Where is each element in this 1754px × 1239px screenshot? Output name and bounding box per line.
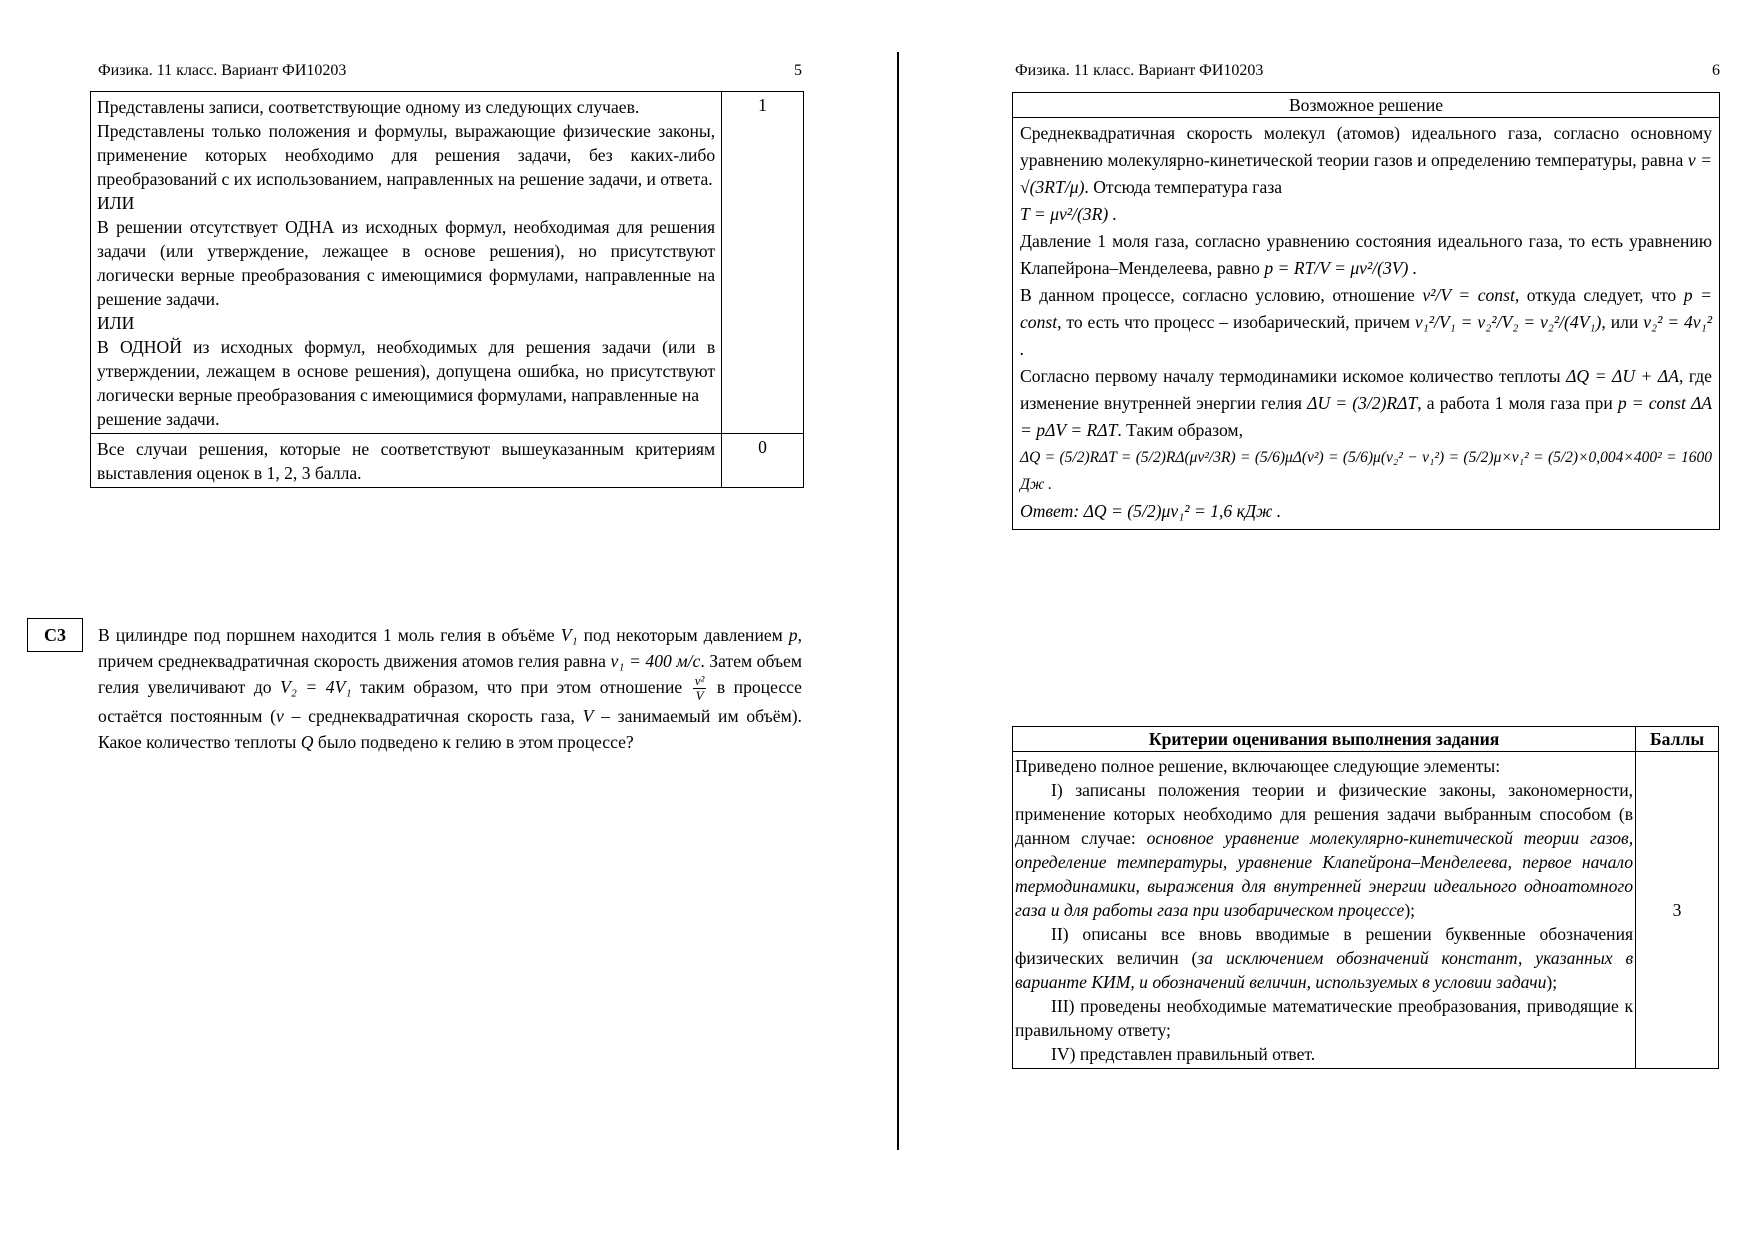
formula: v²/V = const (1422, 285, 1515, 305)
criteria-paragraph: Все случаи решения, которые не соответствуют вышеуказанным критериям выставления оценок в 1, 2, 3 балла. (97, 439, 716, 483)
symbol: p (788, 625, 798, 645)
problem-fragment: – среднеквадратичная скорость газа, (291, 706, 575, 727)
solution-paragraph (1020, 363, 1712, 444)
problem-text (98, 622, 802, 755)
column-header-criteria: Критерии оценивания выполнения задания (1013, 727, 1636, 752)
problem-fragment: под некоторым давлением (583, 625, 783, 645)
criteria-item: IV) представлен правильный ответ. (1051, 1044, 1316, 1064)
formula: v₁ = 400 м/с (610, 651, 701, 671)
text-fragment: . Отсюда температура газа (1084, 177, 1283, 197)
answer-label: Ответ: (1020, 501, 1080, 521)
page-divider (897, 52, 899, 1150)
text-fragment: , откуда следует, (1514, 285, 1644, 305)
fraction-numerator: v² (694, 673, 705, 689)
criteria-intro: Приведено полное решение, включающее следующие элементы: (1015, 756, 1501, 776)
problem-fragment: В цилиндре под поршнем находится 1 моль гелия в объёме (98, 625, 555, 645)
criteria-cell (91, 92, 722, 434)
criteria-paragraph: ИЛИ (97, 313, 135, 333)
formula: T = μv²/(3R) . (1020, 204, 1117, 224)
text-fragment: что (1651, 285, 1677, 305)
symbol: V (582, 706, 594, 727)
table-row (91, 434, 804, 488)
text-fragment: . Таким образом, (1117, 420, 1243, 440)
criteria-paragraph: В ОДНОЙ из исходных формул, необходимых для решения задачи (или в утверждении, лежащем в основе решения), допущена ошибка, но присутствуют логически верные преобразования с имеющимися формулами, направленные на (97, 337, 716, 405)
problem-fragment: – занимаемый им объём). Какое количество теплоты (98, 706, 802, 753)
text-fragment: Давление 1 моля газа, согласно уравнению состояния идеального газа, то есть уравнению Клапейрона–Менделеева, равно (1020, 231, 1712, 278)
fraction-denominator: V (695, 688, 704, 704)
criteria-paragraph: решение задачи. (97, 409, 220, 429)
criteria-table (90, 91, 804, 488)
solution-title: Возможное решение (1013, 93, 1719, 118)
solution-paragraph (1020, 228, 1712, 282)
problem-label: С3 (27, 618, 83, 652)
text-fragment: ); (1404, 900, 1416, 920)
solution-body (1013, 118, 1719, 529)
text-fragment: , где изменение внутренней энергии гелия (1020, 366, 1712, 413)
table-row (91, 92, 804, 434)
score-cell: 0 (722, 434, 804, 488)
problem-fragment: , причем среднеквадратичная скорость движения атомов гелия равна (98, 625, 802, 671)
header-title: Физика. 11 класс. Вариант ФИ10203 (1015, 62, 1264, 79)
page-number: 5 (794, 62, 802, 79)
criteria-cell (91, 434, 722, 488)
problem-fragment: . Затем объем гелия увеличивают до (98, 651, 803, 697)
criteria-cell (1013, 752, 1636, 1069)
solution-box (1012, 92, 1720, 530)
criteria-paragraph: Представлены только положения и формулы, выражающие физические законы, применение которых необходимо для решения задачи, без каких-либо преобразований с их использованием, направленных на решение задачи, и ответа. (97, 121, 716, 189)
text-fragment: II) описаны все вновь вводимые в решении буквенные обозначения физических величин ( (1015, 924, 1634, 968)
formula: p = RT/V = μv²/(3V) . (1264, 258, 1418, 278)
formula: p = const ΔA = pΔV = RΔT (1020, 393, 1713, 440)
text-fragment: Согласно первому началу термодинамики искомое количество теплоты (1020, 366, 1561, 386)
text-fragment: за исключением обозначений констант, указанных в варианте КИМ, и обозначений величин, используемых в условии задачи (1015, 948, 1634, 992)
formula: v₁²/V₁ = v₂²/V₂ = v₂²/(4V₁) (1414, 312, 1602, 332)
grading-table (1012, 726, 1719, 1069)
page-number: 6 (1712, 62, 1720, 79)
solution-paragraph (1020, 201, 1712, 228)
formula: ΔQ = (5/2)μv₁² = 1,6 кДж . (1083, 501, 1282, 521)
problem-fragment: было подведено к гелию в этом процессе? (317, 732, 634, 753)
text-fragment: I) записаны положения теории и физические законы, закономерности, применение которых необходимо для решения задачи выбранным способом (в данном случае: (1015, 780, 1634, 848)
text-fragment: , то есть что процесс – изобарический, причем (1057, 312, 1410, 332)
criteria-paragraph: ИЛИ (97, 193, 135, 213)
formula: ΔU = (3/2)RΔT (1307, 393, 1418, 413)
text-fragment: ); (1546, 972, 1558, 992)
right-page (905, 0, 1754, 1239)
text-fragment: , а работа (1417, 393, 1490, 413)
problem-fragment: в процессе остаётся постоянным ( (98, 677, 802, 727)
problem-fragment: таким образом, что при этом отношение (359, 677, 683, 697)
symbol: Q (300, 732, 314, 753)
criteria-paragraph: В решении отсутствует ОДНА из исходных формул, необходимая для решения задачи (или утверждение, лежащее в основе решения), но присутствуют логически верные преобразования с имеющимися формулами, направленные на решение задачи. (97, 217, 716, 309)
criteria-item (1015, 778, 1633, 922)
solution-paragraph (1020, 120, 1712, 201)
ratio-fraction (693, 674, 707, 703)
score-cell: 3 (1636, 752, 1719, 1069)
text-fragment: 1 моля газа при (1494, 393, 1613, 413)
page-header (1015, 62, 1720, 80)
symbol: V₁ (560, 625, 578, 645)
formula: V₂ = 4V₁ (280, 677, 352, 697)
column-header-points: Баллы (1636, 727, 1719, 752)
symbol: v (276, 706, 284, 727)
text-fragment: основное уравнение молекулярно-кинетической теории газов, определение температуры, уравнение Клапейрона–Менделеева, первое начало термодинамики, выражения для внутренней энергии идеального одноатомного газа и для работы газа при изобарическом процессе (1015, 828, 1634, 920)
score-cell: 1 (722, 92, 804, 434)
text-fragment: Среднеквадратичная скорость молекул (атомов) идеального газа, согласно основному уравнению молекулярно-кинетической теории газов и определению температуры, равна (1020, 123, 1712, 170)
formula: v₂² = 4v₁² . (1020, 312, 1712, 359)
table-row (1013, 752, 1719, 1069)
formula: ΔQ = (5/2)RΔT = (5/2)RΔ(μv²/3R) = (5/6)μΔ(v²) = (5/6)μ(v₂² − v₁²) = (5/2)μ×v₁² = (5/2)×0,004×400² = 1600 Дж . (1020, 449, 1712, 493)
criteria-item: III) проведены необходимые математические преобразования, приводящие к правильному ответу; (1015, 996, 1634, 1040)
formula: p = const (1020, 285, 1712, 332)
text-fragment: , или (1601, 312, 1639, 332)
text-fragment: В данном процессе, согласно условию, отношение (1020, 285, 1415, 305)
formula: v = √(3RT/μ) (1020, 150, 1712, 197)
answer-line (1020, 498, 1712, 525)
criteria-paragraph: Представлены записи, соответствующие одному из следующих случаев. (97, 97, 640, 117)
table-header-row (1013, 727, 1719, 752)
solution-paragraph (1020, 444, 1712, 498)
criteria-item (1015, 922, 1633, 994)
formula: ΔQ = ΔU + ΔA (1566, 366, 1679, 386)
solution-paragraph (1020, 282, 1712, 363)
header-title: Физика. 11 класс. Вариант ФИ10203 (98, 62, 347, 79)
page-header (98, 62, 802, 80)
